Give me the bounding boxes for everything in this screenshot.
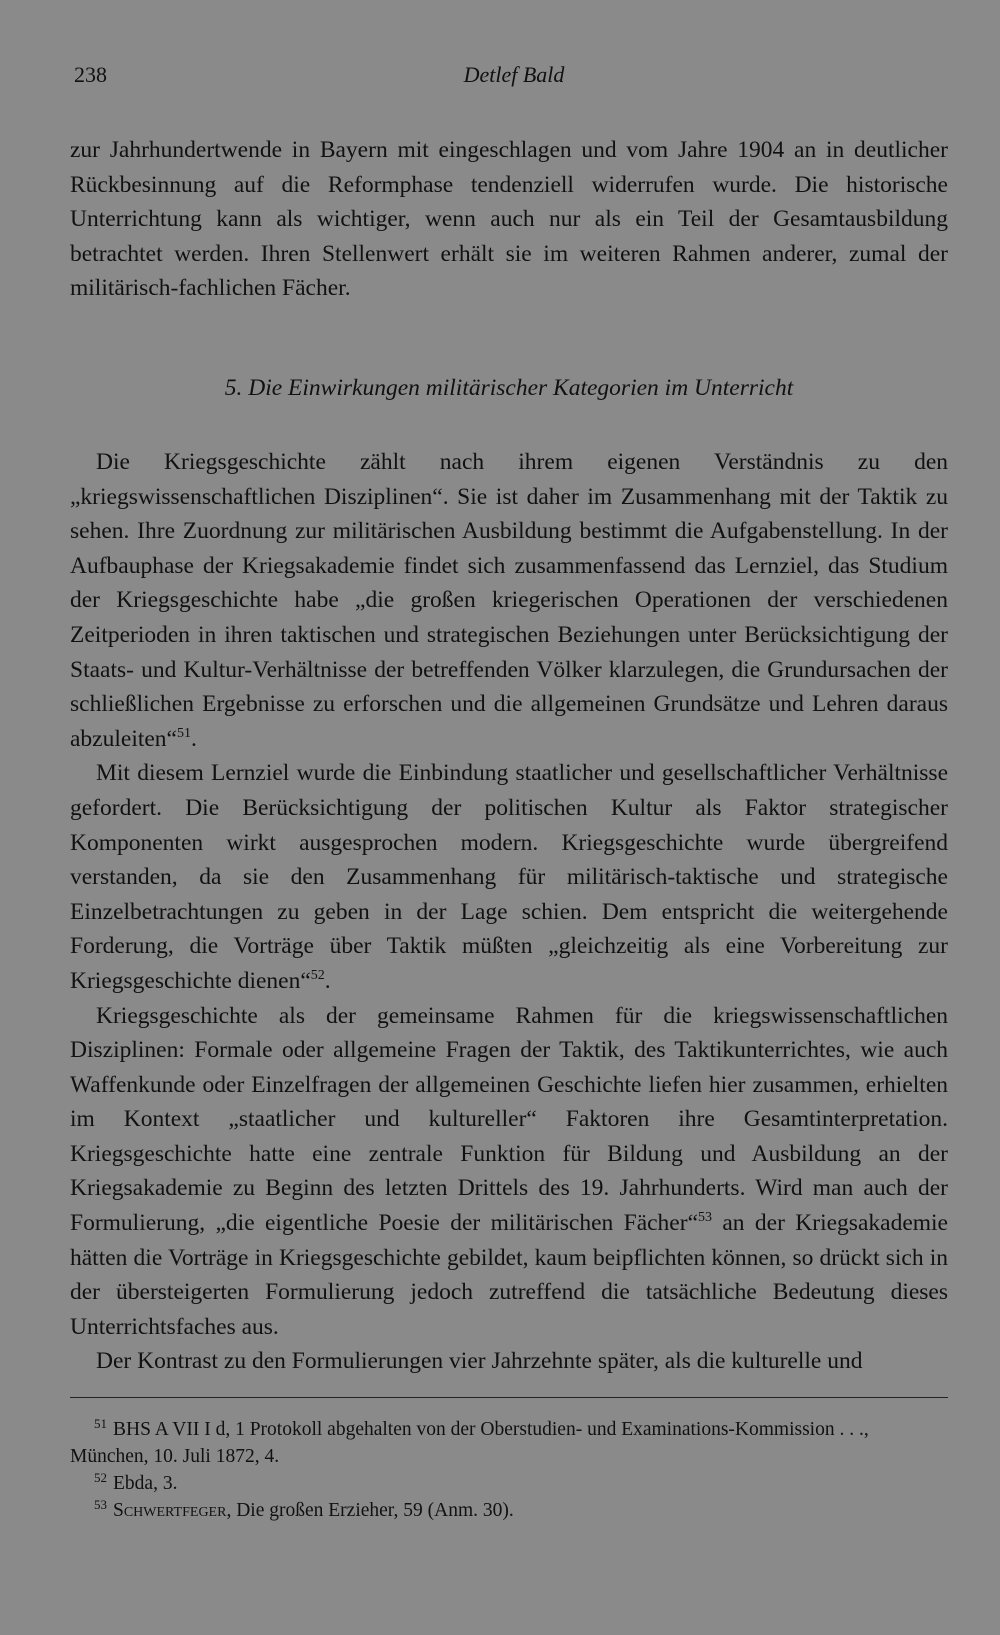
footnote-number: 53 [94, 1497, 107, 1512]
paragraph [70, 756, 948, 998]
footnote-number: 51 [94, 1416, 107, 1431]
paragraph-text: Der Kontrast zu den Formulierungen vier Jahrzehnte später, als die kulturelle und [96, 1348, 863, 1375]
running-title: Detlef Bald [463, 62, 565, 87]
paragraph-tail: an der Kriegsakademie hätten die Vorträge in Kriegsgeschichte gebildet, kaum beipflichten können, so drückt sich in der übersteigerten Formulierung jedoch zutreffend die tatsächliche Bedeutung dieses Unterrichtsfaches aus. [70, 1210, 948, 1340]
paragraph-text: Kriegsgeschichte als der gemeinsame Rahmen für die kriegswissenschaftlichen Disziplinen: Formale oder allgemeine Fragen der Taktik, des Taktikunterrichtes, wie auch Waffenkunde oder Einzelfragen der allgemeinen Geschichte liefen hier zusammen, erhielten im Kontext „staatlicher und kultureller“ Faktoren ihre Gesamtinterpretation. Kriegsgeschichte hatte eine zentrale Funktion für Bildung und Ausbildung an der Kriegsakademie zu Beginn des letzten Drittels des 19. Jahrhunderts. Wird man auch der Formulierung, „die eigentliche Poesie der militärischen Fächer“ [70, 1002, 948, 1237]
paragraph-text: Die Kriegsgeschichte zählt nach ihrem eigenen Verständnis zu den „kriegswissenschaftlichen Disziplinen“. Sie ist daher im Zusammenhang mit der Taktik zu sehen. Ihre Zuordnung zur militärischen Ausbildung bestimmt die Aufgabenstellung. In der Aufbauphase der Kriegsakademie findet sich zusammenfassend das Lernziel, das Studium der Kriegsgeschichte habe „die großen kriegerischen Operationen der verschiedenen Zeitperioden in ihren taktischen und strategischen Beziehungen unter Berücksichtigung der Staats- und Kultur-Verhältnisse der betreffenden Völker klarzulegen, die Grundursachen der schließlichen Ergebnisse zu erforschen und die allgemeinen Grundsätze und Lehren daraus abzuleiten“ [70, 449, 948, 752]
footnotes [70, 1416, 948, 1524]
paragraph [70, 445, 948, 756]
footnote-reference: 53 [698, 1210, 712, 1226]
running-head [74, 62, 954, 92]
paragraph-text: Mit diesem Lernziel wurde die Einbindung staatlicher und gesellschaftlicher Verhältnisse gefordert. Die Berücksichtigung der politischen Kultur als Faktor strategischer Komponenten wirkt ausgesprochen modern. Kriegsgeschichte wurde übergreifend verstanden, da sie den Zusammenhang für militärisch-taktische und strategische Einzelbetrachtungen zu geben in der Lage schien. Dem entspricht die weitergehende Forderung, die Vorträge über Taktik müßten „gleichzeitig als eine Vorbereitung zur Kriegsgeschichte dienen“ [70, 760, 948, 994]
footnote-text: BHS A VII I d, 1 Protokoll abgehalten von der Oberstudien- und Examinations-Kommission . . ., München, 10. Juli 1872, 4. [70, 1419, 869, 1467]
footnote-author: Schwertfeger [113, 1500, 227, 1521]
page-number: 238 [74, 62, 107, 87]
footnote [70, 1497, 948, 1524]
footnote [70, 1470, 948, 1497]
paragraph [70, 1344, 948, 1379]
footnote-number: 52 [94, 1470, 107, 1485]
footnote-divider [70, 1397, 948, 1398]
section-heading: 5. Die Einwirkungen militärischer Kategorien im Unterricht [224, 375, 794, 401]
intro-text-block [70, 133, 948, 306]
footnote-reference: 52 [310, 967, 325, 983]
footnote [70, 1416, 948, 1470]
paragraph [70, 999, 948, 1345]
footnote-text: , Die großen Erzieher, 59 (Anm. 30). [226, 1500, 514, 1521]
footnote-reference: 51 [177, 725, 191, 741]
footnote-text: Ebda, 3. [113, 1473, 178, 1494]
paragraph-tail: . [324, 967, 331, 994]
paragraph-tail: . [191, 725, 197, 752]
intro-paragraph: zur Jahrhundertwende in Bayern mit eingeschlagen und vom Jahre 1904 an in deutlicher Rückbesinnung auf die Reformphase tendenziell widerrufen wurde. Die historische Unterrichtung kann als wichtiger, wenn auch nur als ein Teil der Gesamtausbildung betrachtet werden. Ihren Stellenwert erhält sie im weiteren Rahmen anderer, zumal der militärisch-fachlichen Fächer. [70, 137, 948, 302]
section-body [70, 445, 948, 1379]
